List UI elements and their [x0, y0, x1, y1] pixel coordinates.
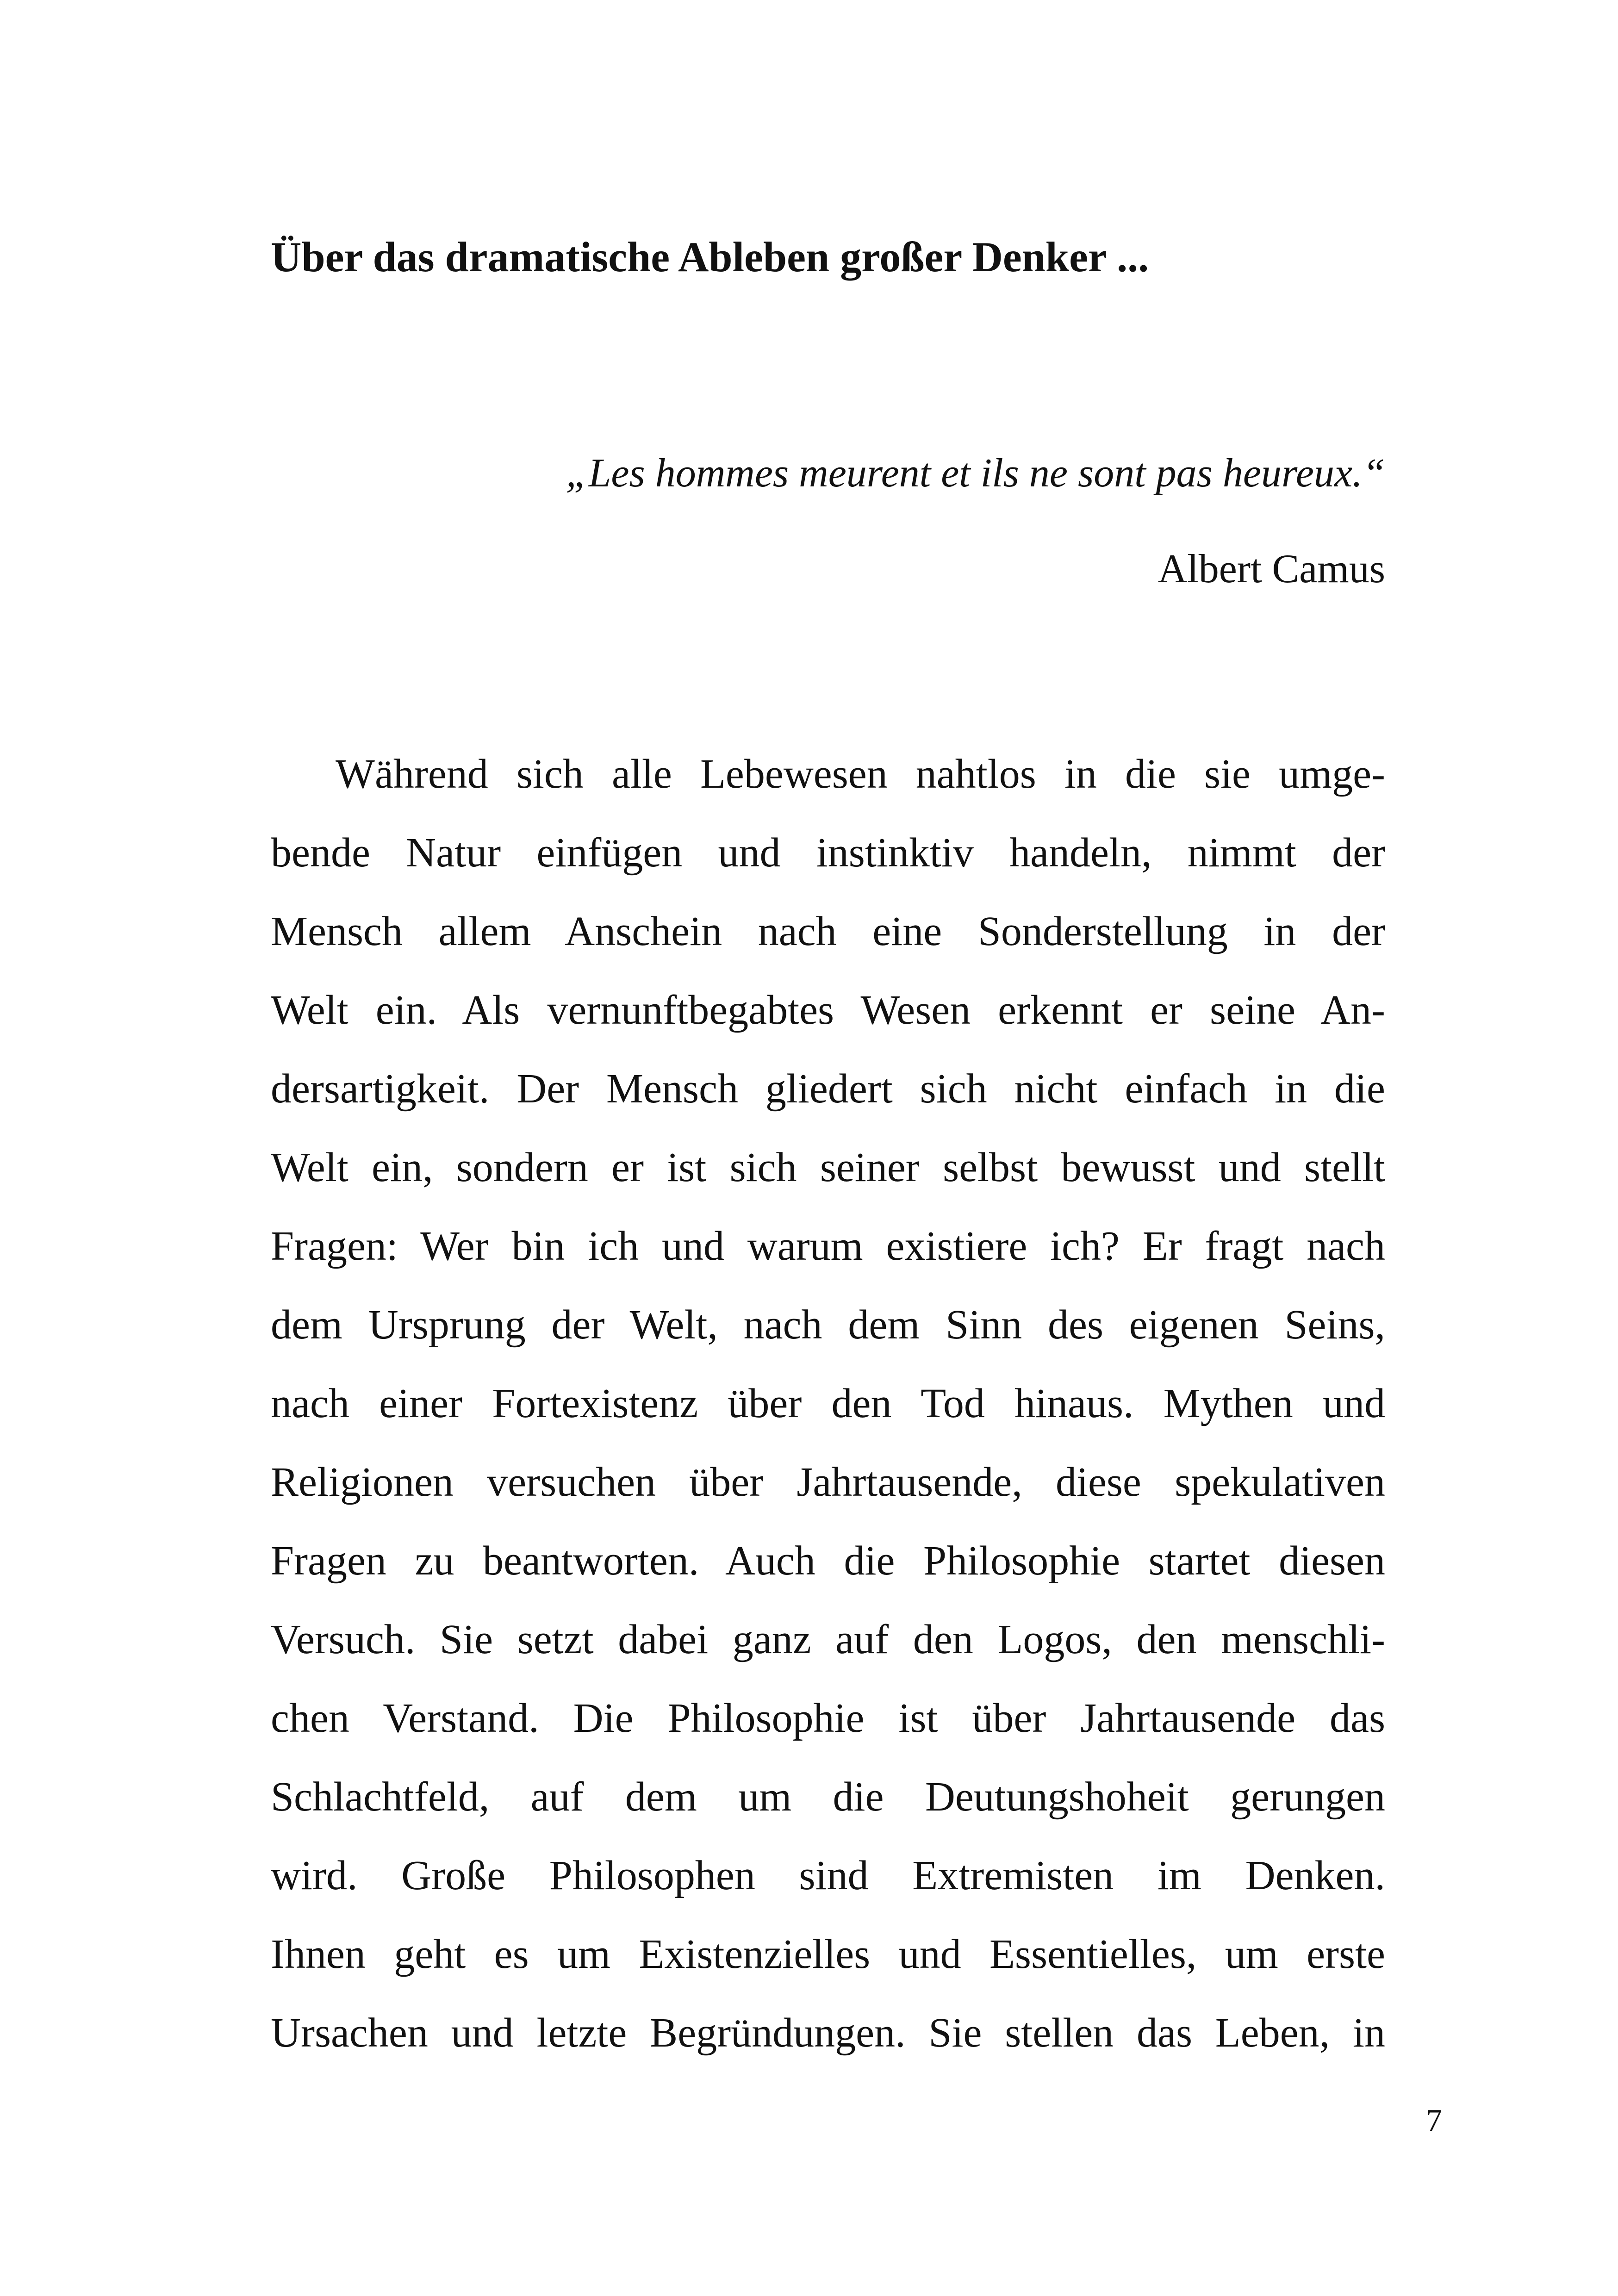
- text-line: Welt ein. Als vernunftbegabtes Wesen erkennt er seine An-: [271, 987, 1385, 1033]
- text-line: Fragen zu beantworten. Auch die Philosophie startet diesen: [271, 1538, 1385, 1584]
- text-line: Versuch. Sie setzt dabei ganz auf den Logos, den menschli-: [271, 1617, 1385, 1662]
- text-line: Während sich alle Lebewesen nahtlos in die sie umge-: [336, 751, 1385, 797]
- text-line: Mensch allem Anschein nach eine Sonderstellung in der: [271, 908, 1385, 954]
- text-line: wird. Große Philosophen sind Extremisten im Denken.: [271, 1853, 1385, 1898]
- epigraph-quote: „Les hommes meurent et ils ne sont pas heureux.“: [566, 451, 1385, 496]
- text-line: Ursachen und letzte Begründungen. Sie stellen das Leben, in: [271, 2010, 1385, 2056]
- text-line: nach einer Fortexistenz über den Tod hinaus. Mythen und: [271, 1381, 1385, 1426]
- text-line: dem Ursprung der Welt, nach dem Sinn des eigenen Seins,: [271, 1302, 1385, 1348]
- text-line: Fragen: Wer bin ich und warum existiere ich? Er fragt nach: [271, 1223, 1385, 1269]
- page-number: 7: [1426, 2103, 1442, 2139]
- chapter-title: Über das dramatische Ableben großer Denker ...: [271, 233, 1149, 280]
- text-line: dersartigkeit. Der Mensch gliedert sich nicht einfach in die: [271, 1066, 1385, 1112]
- text-line: Welt ein, sondern er ist sich seiner selbst bewusst und stellt: [271, 1145, 1385, 1190]
- text-line: Ihnen geht es um Existenzielles und Essentielles, um erste: [271, 1931, 1385, 1977]
- epigraph-author: Albert Camus: [1157, 547, 1385, 591]
- body-paragraph: [271, 749, 1385, 2086]
- text-line: Religionen versuchen über Jahrtausende, diese spekulativen: [271, 1459, 1385, 1505]
- text-line: Schlachtfeld, auf dem um die Deutungshoheit gerungen: [271, 1774, 1385, 1820]
- text-line: bende Natur einfügen und instinktiv handeln, nimmt der: [271, 830, 1385, 876]
- text-line: chen Verstand. Die Philosophie ist über Jahrtausende das: [271, 1695, 1385, 1741]
